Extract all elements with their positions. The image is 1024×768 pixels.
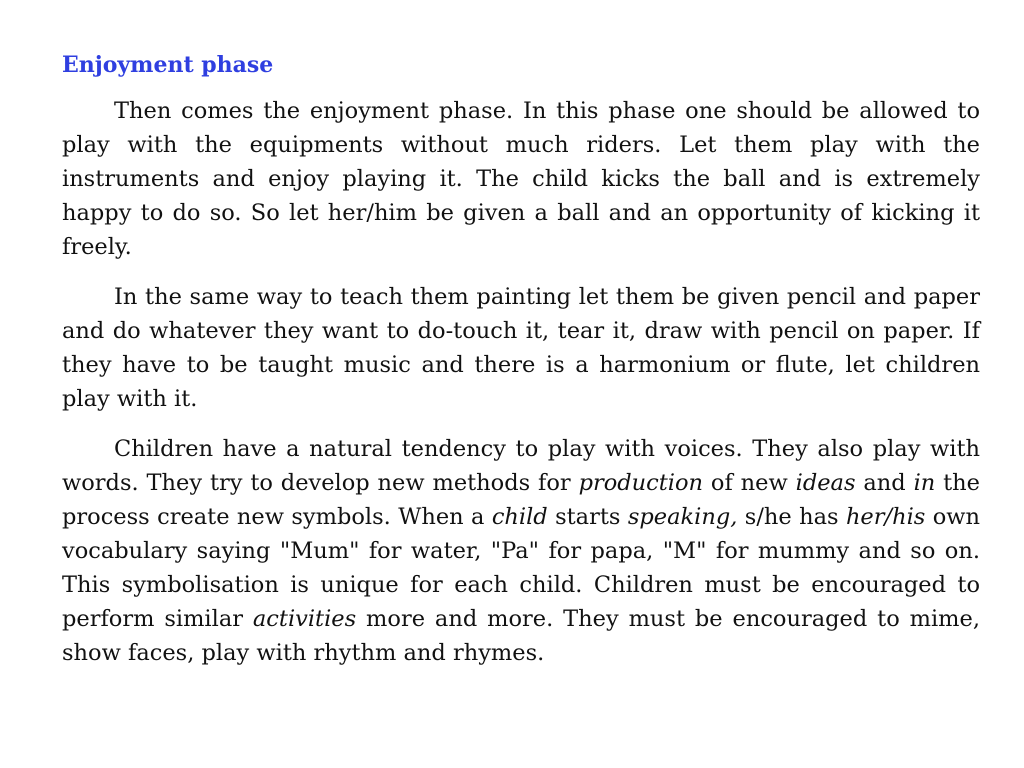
text-run: starts [547, 504, 628, 530]
paragraph-children [62, 432, 980, 670]
text-run: s/he has [737, 504, 846, 530]
italic-run: production [578, 470, 704, 496]
italic-run: speaking, [627, 504, 738, 530]
document-page [62, 50, 980, 686]
italic-run: in [913, 470, 936, 496]
italic-run: ideas [795, 470, 856, 496]
text-run: the process create new symbols. When a [62, 470, 980, 530]
paragraph-painting: In the same way to teach them painting let them be given pencil and paper and do whatever they want to do-touch it, tear it, draw with pencil on paper. If they have to be taught music and there is a harmonium or flute, let children play with it. [62, 284, 980, 412]
text-run: more and more. They must be encouraged to mime, show faces, play with rhythm and rhymes. [62, 606, 980, 666]
text-run: Children have a natural tendency to play with voices. They also play with words. They try to develop new methods for [62, 436, 980, 496]
italic-run: activities [252, 606, 357, 632]
text-run: of new [703, 470, 796, 496]
italic-run: her/his [845, 504, 926, 530]
paragraph-enjoyment: Then comes the enjoyment phase. In this phase one should be allowed to play with the equipments without much riders. Let them play with the instruments and enjoy playing it. The child kicks the ball and is extremely happy to do so. So let her/him be given a ball and an opportunity of kicking it freely. [62, 98, 980, 260]
italic-run: child [491, 504, 548, 530]
text-run: own vocabulary saying "Mum" for water, "Pa" for papa, "M" for mummy and so on. This symbolisation is unique for each child. Children must be encouraged to perform similar [62, 504, 981, 632]
text-run: and [855, 470, 914, 496]
section-heading: Enjoyment phase [62, 52, 274, 78]
